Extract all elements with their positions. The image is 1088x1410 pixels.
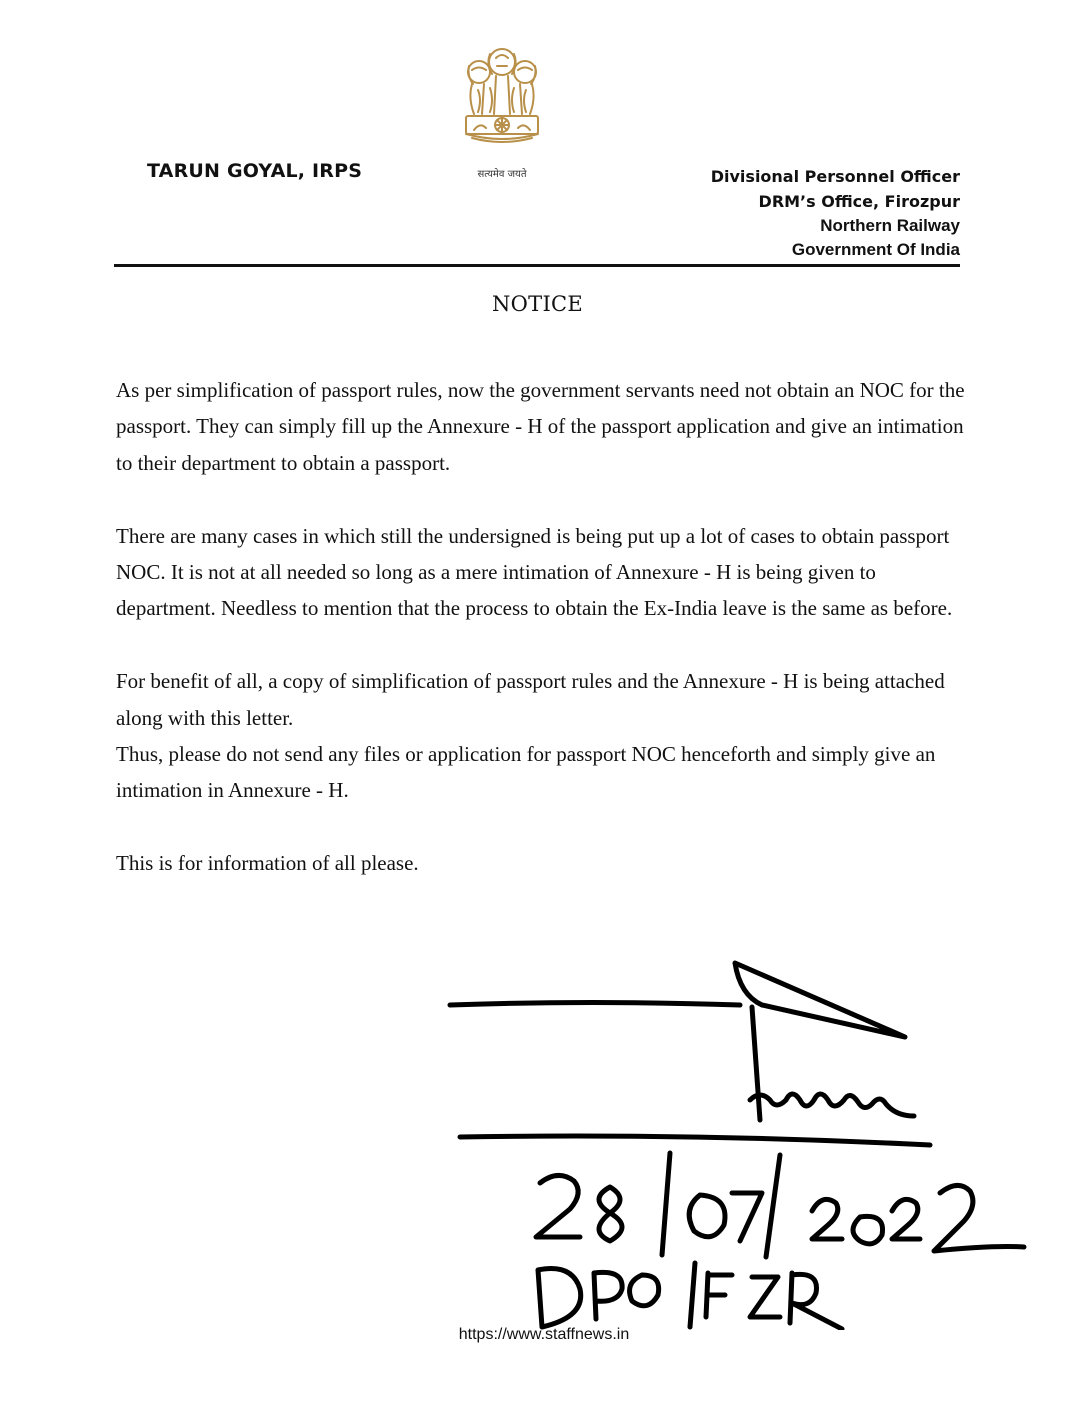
national-emblem-icon <box>452 40 552 164</box>
designation-line: Northern Railway <box>820 216 960 235</box>
notice-body <box>116 372 966 882</box>
paragraph: Thus, please do not send any files or application for passport NOC henceforth and simply give an intimation in Annexure - H. <box>116 742 936 803</box>
paragraph: There are many cases in which still the undersigned is being put up a lot of cases to obtain passport NOC. It is not at all needed so long as a mere intimation of Annexure - H is being given to department. Needless to mention that the process to obtain the Ex-India leave is the same as before. <box>116 523 953 621</box>
designation-block <box>711 164 960 262</box>
designation-line: Divisional Personnel Officer <box>710 167 960 186</box>
paragraph: As per simplification of passport rules, now the government servants need not obtain an NOC for the passport. They can simply fill up the Annexure - H of the passport application and give an intimation to their department to obtain a passport. <box>116 378 965 475</box>
notice-title: NOTICE <box>491 292 584 316</box>
officer-name: TARUN GOYAL, IRPS <box>147 160 363 182</box>
designation-line: Government Of India <box>791 240 960 259</box>
designation-line: DRM’s Office, Firozpur <box>758 192 960 211</box>
footer-url: https://www.staffnews.in <box>458 1326 630 1343</box>
handwritten-signature <box>440 955 1040 1330</box>
header-divider <box>114 264 960 267</box>
paragraph: This is for information of all please. <box>116 851 419 876</box>
emblem-motto: सत्यमेव जयते <box>477 169 527 180</box>
paragraph: For benefit of all, a copy of simplification of passport rules and the Annexure - H is being attached along with this letter. <box>116 669 945 730</box>
